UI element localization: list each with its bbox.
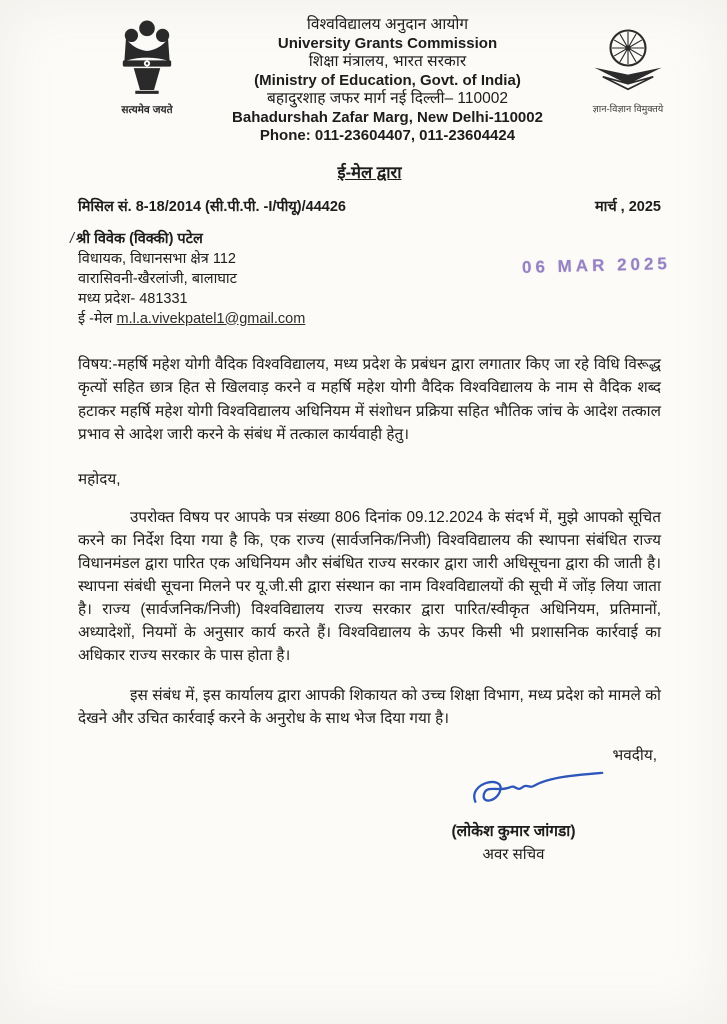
ugc-logo-icon bbox=[586, 22, 670, 102]
recipient-designation: विधायक, विधानसभा क्षेत्र 112 bbox=[78, 250, 236, 267]
recipient-name: श्री विवेक (विक्की) पटेल bbox=[76, 230, 203, 247]
address-english: Bahadurshah Zafar Marg, New Delhi-110002 bbox=[232, 108, 543, 126]
letter-date: मार्च , 2025 bbox=[595, 198, 661, 215]
phone-line: Phone: 011-23604407, 011-23604424 bbox=[259, 127, 516, 144]
ministry-hindi: शिक्षा मंत्रालय, भारत सरकार bbox=[308, 53, 467, 70]
signature-icon bbox=[454, 769, 612, 819]
address-hindi: बहादुरशाह जफर मार्ग नई दिल्ली– 110002 bbox=[267, 90, 508, 107]
recipient-address bbox=[70, 229, 661, 329]
ashoka-emblem bbox=[88, 14, 206, 117]
org-name-hindi: विश्वविद्यालय अनुदान आयोग bbox=[306, 16, 469, 33]
delivery-mode-heading: ई-मेल द्वारा bbox=[337, 163, 402, 182]
ugc-logo bbox=[569, 14, 687, 115]
signatory-name: (लोकेश कुमार जांगडा) bbox=[451, 822, 576, 840]
ministry-english: (Ministry of Education, Govt. of India) bbox=[254, 71, 521, 89]
ashoka-emblem-caption: सत्यमेव जयते bbox=[121, 104, 173, 116]
salutation: महोदय, bbox=[78, 470, 121, 488]
closing-valediction: भवदीय, bbox=[612, 746, 657, 764]
body-paragraph-2: इस संबंध में, इस कार्यालय द्वारा आपकी शिकायत को उच्च शिक्षा विभाग, मध्य प्रदेश को मामले को देखने और उचित कार्रवाई करने के अनुरोध के साथ भेज दिया गया है। bbox=[78, 686, 661, 727]
recipient-constituency: वारासिवनी-खैरलांजी, बालाघाट bbox=[78, 270, 237, 287]
subject-paragraph: विषय:-महर्षि महेश योगी वैदिक विश्वविद्यालय, मध्य प्रदेश के प्रबंधन द्वारा लगातार किए जा रहे विधि विरूद्ध कृत्यों सहित छात्र हित से खिलवाड़ करने व महर्षि महेश योगी वैदिक विश्वविद्यालय के नाम से वैदिक शब्द हटाकर महर्षि महेश योगी विश्वविद्यालय अधिनियम में संशोधन प्रक्रिया सहित भौतिक जांच के आदेश तत्काल प्रभाव से आदेश जारी करने के संबंध में तत्काल कार्यवाही हेतु। bbox=[78, 355, 661, 443]
signature-block bbox=[406, 769, 621, 864]
signatory-title: अवर सचिव bbox=[482, 845, 545, 863]
body-paragraph-1: उपरोक्त विषय पर आपके पत्र संख्या 806 दिनांक 09.12.2024 के संदर्भ में, मुझे आपको सूचित करने का निर्देश दिया गया है कि, एक राज्य (सार्वजनिक/निजी) विश्वविद्यालय की स्थापना संबंधित राज्य विधानमंडल द्वारा पारित एक अधिनियम और संबंधित राज्य सरकार द्वारा जारी अधिसूचना द्वारा की जाती है। स्थापना संबंधी सूचना मिलने पर यू.जी.सी द्वारा संस्थान का नाम विश्वविद्यालयों की सूची में जोंड़ लिया जाता है। राज्य (सार्वजनिक/निजी) विश्वविद्यालय राज्य सरकार द्वारा पारित/स्वीकृत अधिनियम, प्रतिमानों, अध्यादेशों, नियमों के अनुसार कार्य करते हैं। विश्वविद्यालय के ऊपर किसी भी प्रशासनिक कार्रवाई का अधिकार राज्य सरकार के पास होता है। bbox=[78, 508, 661, 664]
received-date-stamp: 06 MAR 2025 bbox=[521, 254, 672, 277]
recipient-email: m.l.a.vivekpatel1@gmail.com bbox=[116, 310, 306, 327]
recipient-email-line bbox=[78, 309, 661, 329]
reference-line bbox=[78, 196, 661, 216]
file-number: मिसिल सं. 8-18/2014 (सी.पी.पी. -I/पीयू)/44426 bbox=[78, 198, 346, 215]
letterhead-text bbox=[206, 14, 569, 146]
recipient-state-pin: मध्य प्रदेश- 481331 bbox=[78, 290, 188, 307]
recipient-name-line bbox=[70, 229, 661, 249]
ugc-logo-caption: ज्ञान-विज्ञान विमुक्तये bbox=[592, 104, 664, 115]
ashoka-emblem-icon bbox=[108, 14, 186, 102]
email-label: ई -मेल bbox=[78, 310, 113, 327]
pen-tick-mark: / bbox=[70, 230, 75, 247]
org-name-english: University Grants Commission bbox=[277, 34, 498, 52]
letterhead bbox=[0, 0, 727, 146]
